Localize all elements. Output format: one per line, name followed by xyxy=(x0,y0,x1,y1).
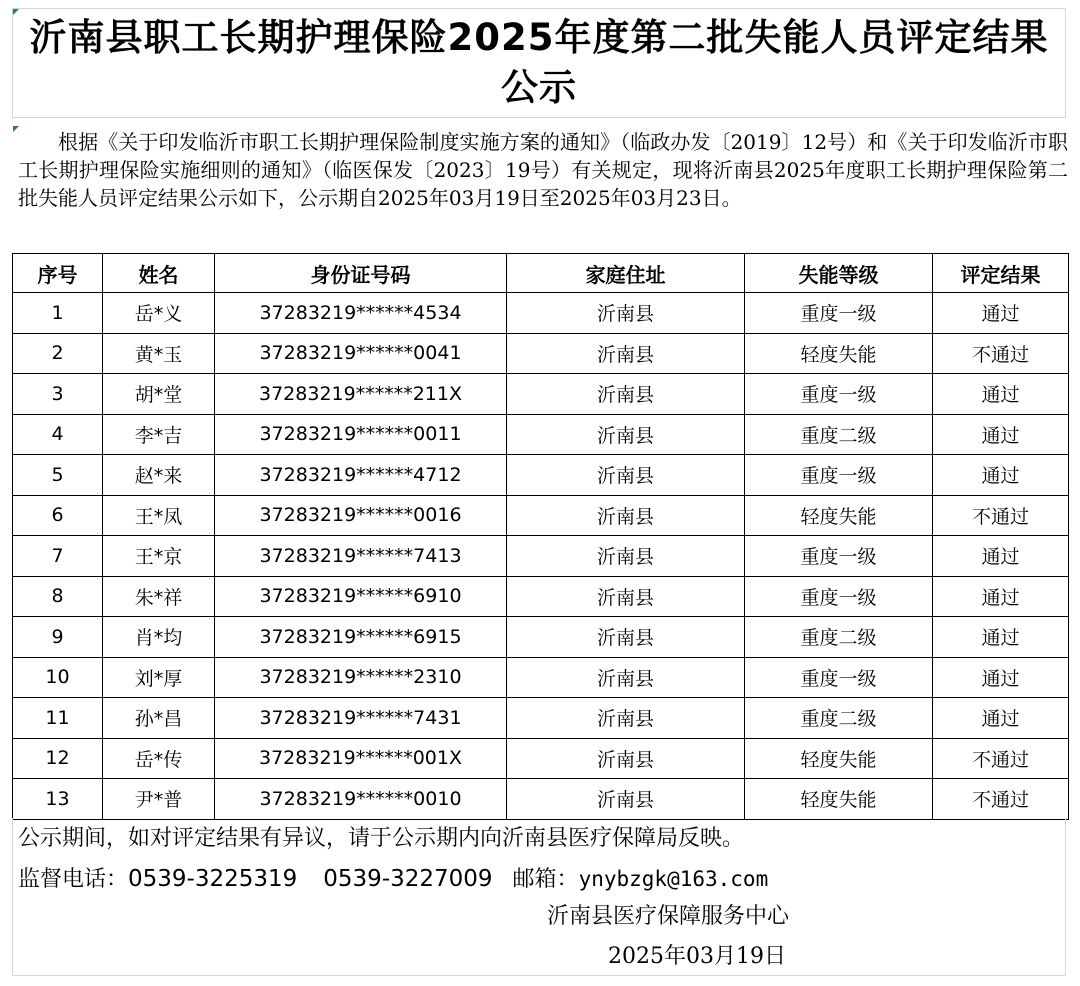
cell-index: 3 xyxy=(13,374,103,415)
table-row xyxy=(13,617,1069,658)
table-row xyxy=(13,455,1069,496)
cell-result: 通过 xyxy=(933,374,1069,415)
cell-result: 通过 xyxy=(933,293,1069,334)
cell-address: 沂南县 xyxy=(507,293,745,334)
table-row xyxy=(13,293,1069,334)
cell-name: 胡*堂 xyxy=(103,374,215,415)
cell-result: 不通过 xyxy=(933,333,1069,374)
cell-id-number: 37283219******4712 xyxy=(215,455,507,496)
header-disability-level: 失能等级 xyxy=(745,254,933,293)
cell-name: 赵*来 xyxy=(103,455,215,496)
result-table xyxy=(12,253,1069,820)
cell-id-number: 37283219******0016 xyxy=(215,495,507,536)
cell-name: 刘*厚 xyxy=(103,657,215,698)
cell-id-number: 37283219******4534 xyxy=(215,293,507,334)
phone-number-2: 0539-3227009 xyxy=(323,866,493,892)
email-label: 邮箱： xyxy=(512,867,579,892)
table-row xyxy=(13,414,1069,455)
cell-name: 孙*昌 xyxy=(103,698,215,739)
cell-disability-level: 重度二级 xyxy=(745,617,933,658)
cell-id-number: 37283219******0041 xyxy=(215,333,507,374)
issuing-organization: 沂南县医疗保障服务中心 xyxy=(547,904,790,929)
cell-index: 6 xyxy=(13,495,103,536)
intro-paragraph: 根据《关于印发临沂市职工长期护理保险制度实施方案的通知》（临政办发〔2019〕12号）和《关于印发临沂市职工长期护理保险实施细则的通知》（临医保发〔2023〕19号）有关规定，现将沂南县2025年度职工长期护理保险第二批失能人员评定结果公示如下，公示期自2025年03月19日至2025年03月23日。 xyxy=(18,130,1068,210)
cell-disability-level: 轻度失能 xyxy=(745,495,933,536)
notice-sheet xyxy=(12,0,1068,976)
cell-result: 不通过 xyxy=(933,495,1069,536)
cell-disability-level: 重度二级 xyxy=(745,414,933,455)
cell-index: 1 xyxy=(13,293,103,334)
cell-index: 4 xyxy=(13,414,103,455)
header-address: 家庭住址 xyxy=(507,254,745,293)
cell-address: 沂南县 xyxy=(507,779,745,820)
table-row xyxy=(13,333,1069,374)
cell-result: 通过 xyxy=(933,617,1069,658)
objection-notice: 公示期间，如对评定结果有异议，请于公示期内向沂南县医疗保障局反映。 xyxy=(18,826,745,851)
cell-result: 通过 xyxy=(933,657,1069,698)
cell-disability-level: 轻度失能 xyxy=(745,779,933,820)
cell-id-number: 37283219******0011 xyxy=(215,414,507,455)
cell-disability-level: 重度一级 xyxy=(745,536,933,577)
cell-address: 沂南县 xyxy=(507,333,745,374)
cell-name: 李*吉 xyxy=(103,414,215,455)
cell-disability-level: 重度一级 xyxy=(745,455,933,496)
cell-id-number: 37283219******211X xyxy=(215,374,507,415)
cell-address: 沂南县 xyxy=(507,536,745,577)
table-row xyxy=(13,779,1069,820)
cell-address: 沂南县 xyxy=(507,495,745,536)
cell-name: 黄*玉 xyxy=(103,333,215,374)
table-row xyxy=(13,657,1069,698)
header-index: 序号 xyxy=(13,254,103,293)
cell-result: 通过 xyxy=(933,576,1069,617)
table-row xyxy=(13,576,1069,617)
phone-number-1: 0539-3225319 xyxy=(128,866,298,892)
cell-id-number: 37283219******2310 xyxy=(215,657,507,698)
cell-result: 通过 xyxy=(933,698,1069,739)
table-row xyxy=(13,698,1069,739)
header-result: 评定结果 xyxy=(933,254,1069,293)
cell-index: 10 xyxy=(13,657,103,698)
cell-disability-level: 重度一级 xyxy=(745,293,933,334)
header-id-number: 身份证号码 xyxy=(215,254,507,293)
cell-id-number: 37283219******7413 xyxy=(215,536,507,577)
cell-address: 沂南县 xyxy=(507,657,745,698)
cell-result: 通过 xyxy=(933,414,1069,455)
cell-address: 沂南县 xyxy=(507,374,745,415)
cell-address: 沂南县 xyxy=(507,617,745,658)
cell-name: 岳*义 xyxy=(103,293,215,334)
cell-disability-level: 重度一级 xyxy=(745,657,933,698)
table-row xyxy=(13,536,1069,577)
cell-name: 肖*均 xyxy=(103,617,215,658)
table-body xyxy=(13,293,1069,820)
cell-id-number: 37283219******6915 xyxy=(215,617,507,658)
cell-disability-level: 重度二级 xyxy=(745,698,933,739)
cell-name: 尹*普 xyxy=(103,779,215,820)
cell-disability-level: 轻度失能 xyxy=(745,738,933,779)
header-name: 姓名 xyxy=(103,254,215,293)
cell-disability-level: 重度一级 xyxy=(745,576,933,617)
cell-id-number: 37283219******0010 xyxy=(215,779,507,820)
table-row xyxy=(13,495,1069,536)
cell-name: 王*京 xyxy=(103,536,215,577)
cell-name: 朱*祥 xyxy=(103,576,215,617)
cell-id-number: 37283219******001X xyxy=(215,738,507,779)
issue-date: 2025年03月19日 xyxy=(608,944,786,969)
cell-address: 沂南县 xyxy=(507,738,745,779)
cell-address: 沂南县 xyxy=(507,576,745,617)
cell-disability-level: 轻度失能 xyxy=(745,333,933,374)
cell-id-number: 37283219******7431 xyxy=(215,698,507,739)
cell-name: 王*凤 xyxy=(103,495,215,536)
cell-index: 8 xyxy=(13,576,103,617)
cell-result: 通过 xyxy=(933,536,1069,577)
cell-address: 沂南县 xyxy=(507,698,745,739)
cell-disability-level: 重度一级 xyxy=(745,374,933,415)
cell-result: 不通过 xyxy=(933,779,1069,820)
title-box xyxy=(12,8,1066,118)
cell-result: 通过 xyxy=(933,455,1069,496)
cell-result: 不通过 xyxy=(933,738,1069,779)
table-row xyxy=(13,374,1069,415)
cell-index: 12 xyxy=(13,738,103,779)
document-title: 沂南县职工长期护理保险2025年度第二批失能人员评定结果公示 xyxy=(29,16,1049,109)
cell-index: 9 xyxy=(13,617,103,658)
cell-address: 沂南县 xyxy=(507,414,745,455)
corner-mark-title xyxy=(13,9,19,15)
cell-index: 13 xyxy=(13,779,103,820)
table-row xyxy=(13,738,1069,779)
cell-id-number: 37283219******6910 xyxy=(215,576,507,617)
contact-label: 监督电话： xyxy=(18,867,129,892)
cell-name: 岳*传 xyxy=(103,738,215,779)
contact-line xyxy=(18,862,1068,897)
cell-index: 7 xyxy=(13,536,103,577)
email-address: ynybzgk@163.com xyxy=(578,867,769,891)
table-header-row xyxy=(13,254,1069,293)
cell-address: 沂南县 xyxy=(507,455,745,496)
cell-index: 11 xyxy=(13,698,103,739)
cell-index: 2 xyxy=(13,333,103,374)
cell-index: 5 xyxy=(13,455,103,496)
